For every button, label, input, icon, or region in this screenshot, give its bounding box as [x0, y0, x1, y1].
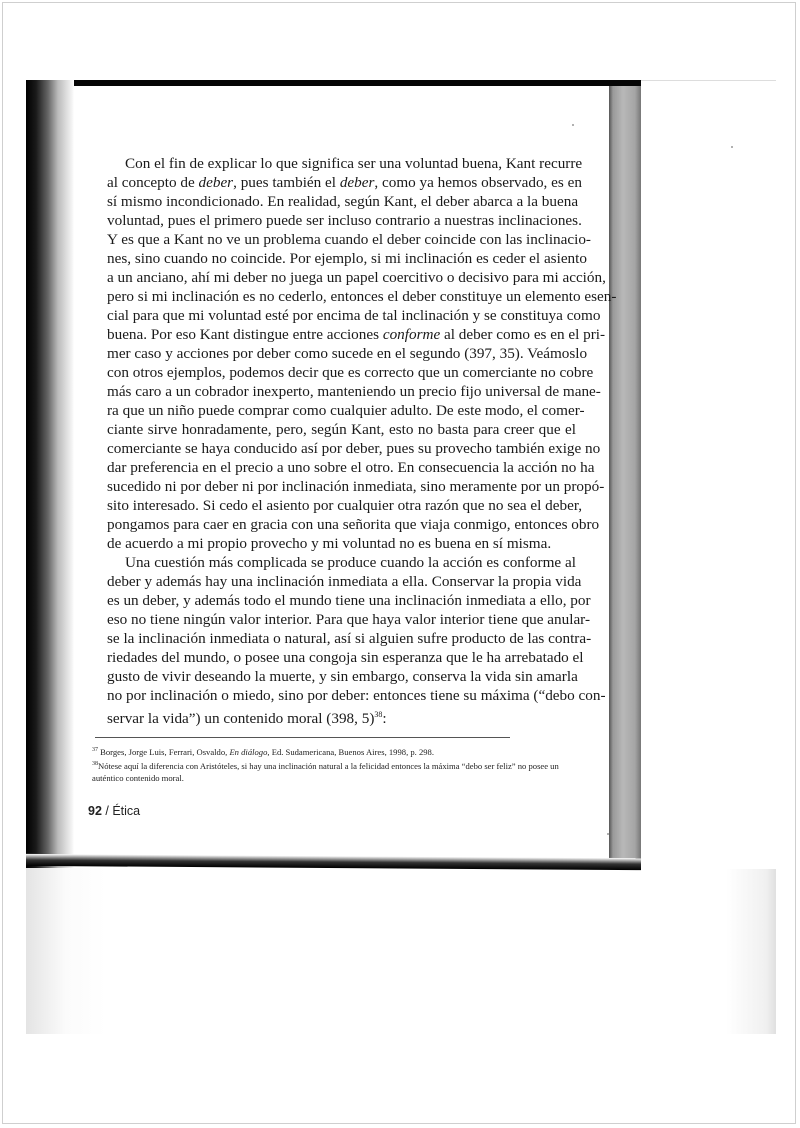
- text-line: [107, 287, 617, 306]
- footnote-text: Nótese aquí la diferencia con Aristóteles, si hay una inclinación natural a la felicidad entonces la máxima “debo ser feliz” no posee un auténtico contenido moral.: [92, 760, 559, 783]
- footnote-ref: 38: [374, 710, 383, 719]
- text-line: [107, 154, 583, 173]
- text-run: buena. Por eso Kant distingue entre acciones: [107, 326, 383, 343]
- text-run: , pues también el: [233, 174, 340, 191]
- book-spine-shadow: [26, 80, 74, 868]
- text-run: Y es que a Kant no ve un problema cuando el deber coincide con las inclinacio-: [107, 231, 591, 248]
- text-run: ra que un niño puede comprar como cualquier adulto. De este modo, el comer-: [107, 402, 585, 419]
- text-run: eso no tiene ningún valor interior. Para que haya valor interior tiene que anular-: [107, 611, 590, 628]
- text-run: :: [382, 710, 387, 728]
- text-run: comerciante se haya conducido así por deber, pues su provecho también exige no: [107, 440, 601, 457]
- text-run: más caro a un cobrador inexperto, manteniendo un precio fijo universal de mane-: [107, 383, 601, 400]
- text-run: sucedido ni por deber ni por inclinación inmediata, sino meramente por un propó-: [107, 478, 605, 495]
- text-run: pongamos para caer en gracia con una señorita que viaja conmigo, entonces obro: [107, 516, 600, 533]
- scan-top-shadow: [26, 80, 641, 86]
- text-line: [107, 173, 582, 192]
- text-run: al concepto de: [107, 174, 199, 191]
- text-line: [107, 363, 594, 382]
- text-line: [107, 667, 576, 686]
- text-line: [107, 439, 601, 458]
- text-run: nes, sino cuando no coincide. Por ejemplo, si mi inclinación es ceder el asiento: [107, 250, 587, 267]
- text-run: dar preferencia en el precio a uno sobre el otro. En consecuencia la acción no ha: [107, 459, 595, 476]
- footnote-text: , Ed. Sudamericana, Buenos Aires, 1998, p. 298.: [267, 746, 435, 757]
- text-run: gusto de vivir deseando la muerte, y sin embargo, conserva la vida sin amarla: [107, 668, 578, 685]
- text-run: con otros ejemplos, podemos decir que es correcto que un comerciante no cobre: [107, 364, 594, 381]
- page-edge-shadow: [609, 86, 641, 868]
- book-title: Ética: [112, 804, 141, 818]
- scan-speck: [572, 124, 574, 126]
- text-line: [107, 591, 591, 610]
- text-run: se la inclinación inmediata o natural, así si alguien sufre producto de las contra-: [107, 630, 592, 647]
- text-line: [107, 420, 576, 439]
- footnote-text: Borges, Jorge Luis, Ferrari, Osvaldo,: [98, 746, 230, 757]
- text-run: riedades del mundo, o posee una congoja sin esperanza que le ha arrebatado el: [107, 649, 584, 666]
- text-run: Una cuestión más complicada se produce cuando la acción es conforme al: [125, 554, 576, 571]
- scan-speck: [607, 833, 609, 835]
- text-line: [107, 534, 576, 553]
- scan-speck: [731, 146, 733, 148]
- page-number: 92: [88, 804, 102, 818]
- footnote: [92, 744, 562, 758]
- text-line: [107, 610, 590, 629]
- text-run: sí mismo incondicionado. En realidad, según Kant, el deber abarca a la buena: [107, 193, 579, 210]
- italic-text: deber: [198, 174, 234, 191]
- text-run: ciante sirve honradamente, pero, según Kant, esto no basta para creer que el: [107, 421, 576, 438]
- text-run: deber y además hay una inclinación inmediata a ella. Conservar la propia vida: [107, 573, 582, 590]
- page-footer: [88, 804, 140, 818]
- text-run: Con el fin de explicar lo que significa ser una voluntad buena, Kant recurre: [125, 155, 583, 172]
- text-line: [107, 515, 600, 534]
- text-run: , como ya hemos observado, es en: [374, 174, 582, 191]
- text-line: [107, 344, 588, 363]
- footnote-number: 38: [92, 760, 98, 767]
- text-line: [107, 477, 605, 496]
- text-line: [107, 401, 585, 420]
- footnote-number: 37: [92, 747, 98, 753]
- footnote-title: En diálogo: [229, 746, 268, 757]
- text-line: [107, 458, 595, 477]
- text-line: [107, 211, 582, 230]
- text-run: a un anciano, ahí mi deber no juega un papel coercitivo o decisivo para mi acción,: [107, 269, 606, 286]
- text-line: [107, 648, 584, 667]
- footnotes: [92, 744, 562, 784]
- facing-page-edge: [641, 80, 776, 869]
- text-run: al deber como es en el pri-: [440, 326, 606, 343]
- text-run: es un deber, y además todo el mundo tiene una inclinación inmediata a ello, por: [107, 592, 591, 609]
- text-line: [107, 249, 587, 268]
- text-line: [107, 629, 592, 648]
- text-line: [107, 382, 601, 401]
- text-line: [107, 572, 582, 591]
- footnote-rule: [95, 737, 510, 738]
- body-text: [107, 154, 617, 728]
- text-line: [107, 553, 576, 572]
- text-run: voluntad, pues el primero puede ser incluso contrario a nuestras inclinaciones.: [107, 212, 582, 229]
- footer-separator: /: [101, 804, 113, 818]
- text-line: [107, 705, 576, 728]
- italic-text: conforme: [382, 326, 441, 343]
- text-line: [107, 230, 591, 249]
- text-line: [107, 686, 606, 705]
- text-run: mer caso y acciones por deber como sucede en el segundo (397, 35). Veámoslo: [107, 345, 588, 362]
- footnote: [92, 758, 562, 784]
- text-line: [107, 306, 601, 325]
- text-line: [107, 496, 583, 515]
- scanner-bed-area: [26, 868, 776, 1034]
- text-line: [107, 268, 606, 287]
- text-run: sito interesado. Si cedo el asiento por cualquier otra razón que no sea el deber,: [107, 497, 583, 514]
- text-run: cial para que mi voluntad esté por encima de tal inclinación y se constituya como: [107, 307, 601, 324]
- text-line: [107, 325, 606, 344]
- text-run: pero si mi inclinación es no cederlo, entonces el deber constituye un elemento esen-: [107, 288, 617, 305]
- text-run: servar la vida”) un contenido moral (398, 5): [107, 710, 375, 728]
- text-line: [107, 192, 579, 211]
- italic-text: deber: [339, 174, 375, 191]
- text-run: de acuerdo a mi propio provecho y mi voluntad no es buena en sí misma.: [107, 535, 552, 552]
- text-run: no por inclinación o miedo, sino por deber: entonces tiene su máxima (“debo con-: [107, 687, 606, 704]
